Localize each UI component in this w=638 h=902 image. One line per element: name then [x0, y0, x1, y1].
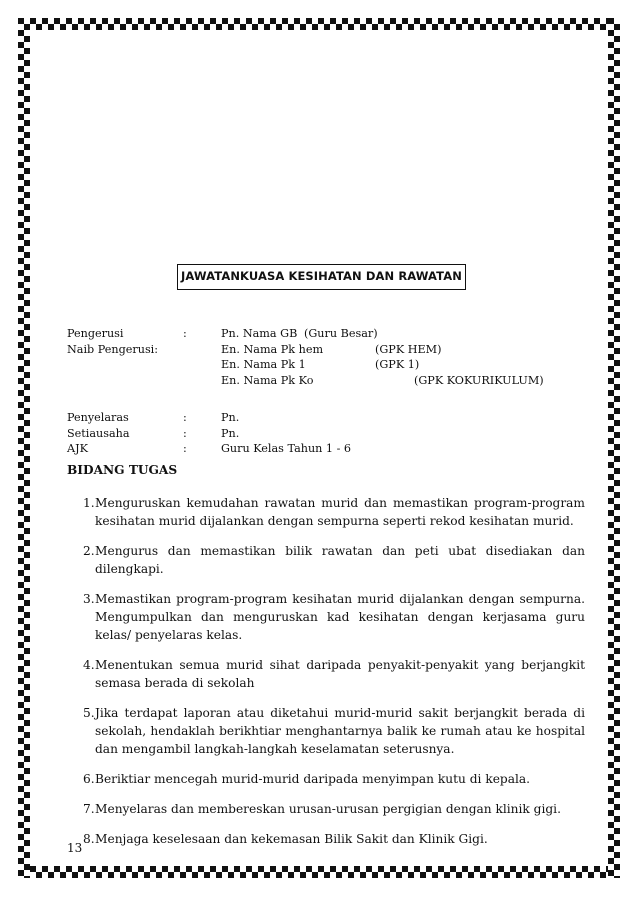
- committee-role: (Guru Besar): [304, 327, 378, 340]
- item-text: Jika terdapat laporan atau diketahui murid-murid sakit berjangkit berada di sekolah, hendaklah berikhtiar menghantarnya balik ke rumah atau ke hospital dan mengambil langkah-langkah keselamatan seterusnya.: [95, 706, 585, 756]
- committee-row-vice-2: [67, 357, 567, 373]
- item-text: Memastikan program-program kesihatan murid dijalankan dengan sempurna. Mengumpulkan dan menguruskan kad kesihatan dengan kerjasama guru kelas/ penyelaras kelas.: [95, 592, 585, 642]
- item-number: 5.: [83, 706, 95, 720]
- officer-colon: :: [183, 426, 187, 440]
- document-title: JAWATANKUASA KESIHATAN DAN RAWATAN: [177, 264, 466, 290]
- officer-colon: :: [183, 411, 187, 424]
- officer-row: [67, 426, 567, 442]
- officer-row: [67, 441, 567, 457]
- item-number: 1.: [83, 496, 95, 510]
- officer-row: [67, 410, 567, 426]
- duties-list: [67, 494, 585, 860]
- page-border-right: [608, 18, 620, 878]
- item-text: Menjaga keselesaan dan kekemasan Bilik Sakit dan Klinik Gigi.: [95, 832, 488, 846]
- list-item: [67, 704, 585, 758]
- item-text: Beriktiar mencegah murid-murid daripada menyimpan kutu di kepala.: [95, 772, 531, 786]
- list-item: [67, 590, 585, 644]
- officer-label: Setiausaha: [67, 426, 130, 440]
- item-text: Menguruskan kemudahan rawatan murid dan memastikan program-program kesihatan murid dijalankan dengan sempurna seperti rekod kesihatan murid.: [95, 496, 585, 528]
- officer-name: Guru Kelas Tahun 1 - 6: [221, 442, 352, 455]
- committee-row-vice-3: [67, 373, 567, 389]
- officer-label: Penyelaras: [67, 411, 129, 424]
- committee-role: (GPK HEM): [375, 342, 442, 356]
- item-text: Mengurus dan memastikan bilik rawatan dan peti ubat disediakan dan dilengkapi.: [95, 544, 585, 576]
- item-number: 4.: [83, 658, 95, 672]
- item-number: 7.: [83, 802, 95, 816]
- duties-heading: BIDANG TUGAS: [67, 463, 178, 477]
- item-text: Menentukan semua murid sihat daripada penyakit-penyakit yang berjangkit semasa berada di sekolah: [95, 658, 585, 690]
- committee-name: En. Nama Pk 1: [221, 358, 306, 371]
- page-border-top: [18, 18, 620, 30]
- committee-role: (GPK 1): [375, 358, 420, 371]
- item-number: 2.: [83, 544, 95, 558]
- officer-list: [67, 410, 567, 457]
- committee-label: Naib Pengerusi:: [67, 342, 159, 356]
- committee-list: [67, 326, 567, 388]
- list-item: [67, 494, 585, 530]
- item-number: 8.: [83, 832, 95, 846]
- item-number: 3.: [83, 592, 95, 606]
- committee-role: (GPK KOKURIKULUM): [414, 373, 544, 387]
- list-item: [67, 542, 585, 578]
- page-border-bottom: [18, 866, 620, 878]
- officer-name: Pn.: [221, 411, 240, 424]
- officer-name: Pn.: [221, 426, 240, 440]
- committee-row-chair: [67, 326, 567, 342]
- committee-row-vice: [67, 342, 567, 358]
- list-item: [67, 770, 585, 788]
- committee-name: Pn. Nama GB: [221, 327, 298, 340]
- committee-label: Pengerusi: [67, 327, 124, 340]
- committee-colon: :: [183, 327, 187, 340]
- committee-name: En. Nama Pk hem: [221, 342, 324, 356]
- committee-name: En. Nama Pk Ko: [221, 373, 314, 387]
- page-number: 13: [67, 841, 83, 855]
- item-text: Menyelaras dan membereskan urusan-urusan pergigian dengan klinik gigi.: [95, 802, 561, 816]
- page-border-left: [18, 18, 30, 878]
- officer-colon: :: [183, 442, 187, 455]
- list-item: [67, 830, 585, 848]
- item-number: 6.: [83, 772, 95, 786]
- list-item: [67, 800, 585, 818]
- officer-label: AJK: [67, 442, 88, 455]
- list-item: [67, 656, 585, 692]
